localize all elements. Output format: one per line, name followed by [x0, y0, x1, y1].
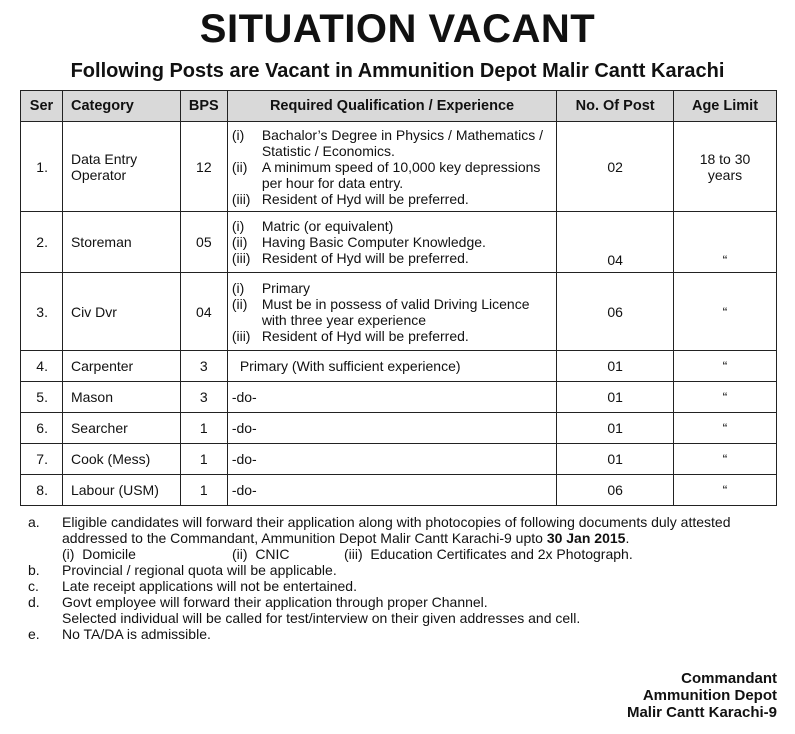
table-row [21, 444, 777, 475]
row-category: Labour (USM) [62, 475, 180, 506]
signature-location: Malir Cantt Karachi-9 [626, 704, 777, 721]
note-key: e. [28, 626, 40, 642]
note-key: d. [28, 594, 40, 610]
row-bps: 3 [180, 382, 227, 413]
row-category: Mason [62, 382, 180, 413]
header-bps: BPS [180, 91, 227, 122]
row-qualification [227, 122, 556, 212]
qual-text: Bachalor’s Degree in Physics / Mathematics / Statistic / Economics. [261, 126, 543, 159]
note-b [28, 562, 778, 578]
qual-num: (iii) [231, 327, 251, 344]
qual-text: Resident of Hyd will be preferred. [261, 327, 469, 344]
row-ser: 3. [21, 273, 63, 351]
row-ser: 6. [21, 413, 63, 444]
deadline-date: 30 Jan 2015 [546, 530, 626, 546]
row-age: “ [674, 212, 777, 273]
signature-unit: Ammunition Depot [642, 687, 777, 704]
note-text: Govt employee will forward their application through proper Channel. [62, 594, 488, 610]
table-row [21, 351, 777, 382]
row-age: “ [674, 273, 777, 351]
vacancy-table [20, 90, 777, 506]
row-posts: 01 [557, 382, 674, 413]
row-bps: 3 [180, 351, 227, 382]
qual-num: (ii) [231, 295, 248, 312]
table-row [21, 212, 777, 273]
note-text: Late receipt applications will not be entertained. [62, 578, 357, 594]
row-posts: 02 [557, 122, 674, 212]
note-c [28, 578, 778, 594]
row-ser: 1. [21, 122, 63, 212]
row-qualification: -do- [227, 475, 556, 506]
row-posts: 04 [557, 212, 674, 273]
row-posts: 06 [557, 475, 674, 506]
note-text-2: Selected individual will be called for test/interview on their given addresses and cell. [62, 610, 581, 626]
row-age: “ [674, 382, 777, 413]
signature-block [627, 670, 777, 721]
row-bps: 1 [180, 444, 227, 475]
doc-item: (ii) CNIC [232, 546, 290, 562]
qual-text: Resident of Hyd will be preferred. [261, 250, 469, 266]
table-row [21, 382, 777, 413]
row-bps: 1 [180, 475, 227, 506]
qual-num: (iii) [231, 250, 251, 266]
row-posts: 06 [557, 273, 674, 351]
row-age: “ [674, 351, 777, 382]
header-qualification: Required Qualification / Experience [227, 91, 556, 122]
required-documents [62, 546, 778, 562]
row-bps: 05 [180, 212, 227, 273]
header-ser: Ser [21, 91, 63, 122]
page-subtitle: Following Posts are Vacant in Ammunition Depot Malir Cantt Karachi [70, 60, 725, 82]
header-age: Age Limit [674, 91, 777, 122]
table-header-row [21, 91, 777, 122]
signature-title: Commandant [681, 670, 777, 687]
row-category: Data Entry Operator [62, 122, 180, 212]
qual-num: (i) [231, 126, 245, 143]
qual-text: Primary [261, 279, 311, 296]
row-category: Storeman [62, 212, 180, 273]
note-text: Provincial / regional quota will be applicable. [62, 562, 337, 578]
row-bps: 1 [180, 413, 227, 444]
qual-num: (iii) [231, 190, 251, 207]
row-age: 18 to 30 years [674, 122, 777, 212]
qual-num: (i) [231, 279, 245, 296]
doc-item: (iii) Education Certificates and 2x Photograph. [344, 546, 633, 562]
row-age: “ [674, 475, 777, 506]
row-ser: 5. [21, 382, 63, 413]
row-qualification [227, 273, 556, 351]
row-posts: 01 [557, 444, 674, 475]
notes-section [28, 514, 778, 642]
row-category: Searcher [62, 413, 180, 444]
table-row [21, 413, 777, 444]
note-text: Eligible candidates will forward their application along with photocopies of following documents duly attested addressed to the Commandant, Ammunition Depot Malir Cantt Karachi-9 upto [62, 514, 731, 546]
table-row [21, 475, 777, 506]
row-age: “ [674, 413, 777, 444]
header-category: Category [62, 91, 180, 122]
note-end: . [625, 530, 630, 546]
qual-num: (ii) [231, 234, 248, 250]
qual-text: Matric (or equivalent) [261, 218, 394, 234]
row-ser: 8. [21, 475, 63, 506]
page-title: SITUATION VACANT [199, 7, 596, 51]
row-category: Cook (Mess) [62, 444, 180, 475]
qual-text: Resident of Hyd will be preferred. [261, 190, 469, 207]
note-d [28, 594, 778, 626]
row-qualification: Primary (With sufficient experience) [227, 351, 556, 382]
note-key: c. [28, 578, 39, 594]
header-posts: No. Of Post [557, 91, 674, 122]
note-key: a. [28, 514, 40, 530]
row-ser: 4. [21, 351, 63, 382]
table-row [21, 122, 777, 212]
qual-num: (i) [231, 218, 245, 234]
note-key: b. [28, 562, 40, 578]
row-qualification: -do- [227, 444, 556, 475]
row-qualification: -do- [227, 413, 556, 444]
row-category: Carpenter [62, 351, 180, 382]
row-bps: 04 [180, 273, 227, 351]
row-ser: 2. [21, 212, 63, 273]
row-qualification [227, 212, 556, 273]
qual-text: A minimum speed of 10,000 key depressions per hour for data entry. [261, 158, 541, 191]
row-posts: 01 [557, 351, 674, 382]
qual-text: Must be in possess of valid Driving Licence with three year experience [261, 295, 530, 328]
qual-num: (ii) [231, 158, 248, 175]
row-category: Civ Dvr [62, 273, 180, 351]
row-qualification: -do- [227, 382, 556, 413]
qual-text: Having Basic Computer Knowledge. [261, 234, 486, 250]
row-posts: 01 [557, 413, 674, 444]
row-ser: 7. [21, 444, 63, 475]
note-a [28, 514, 778, 562]
row-bps: 12 [180, 122, 227, 212]
table-row [21, 273, 777, 351]
note-e [28, 626, 778, 642]
row-age: “ [674, 444, 777, 475]
doc-item: (i) Domicile [62, 546, 136, 562]
note-text: No TA/DA is admissible. [62, 626, 211, 642]
